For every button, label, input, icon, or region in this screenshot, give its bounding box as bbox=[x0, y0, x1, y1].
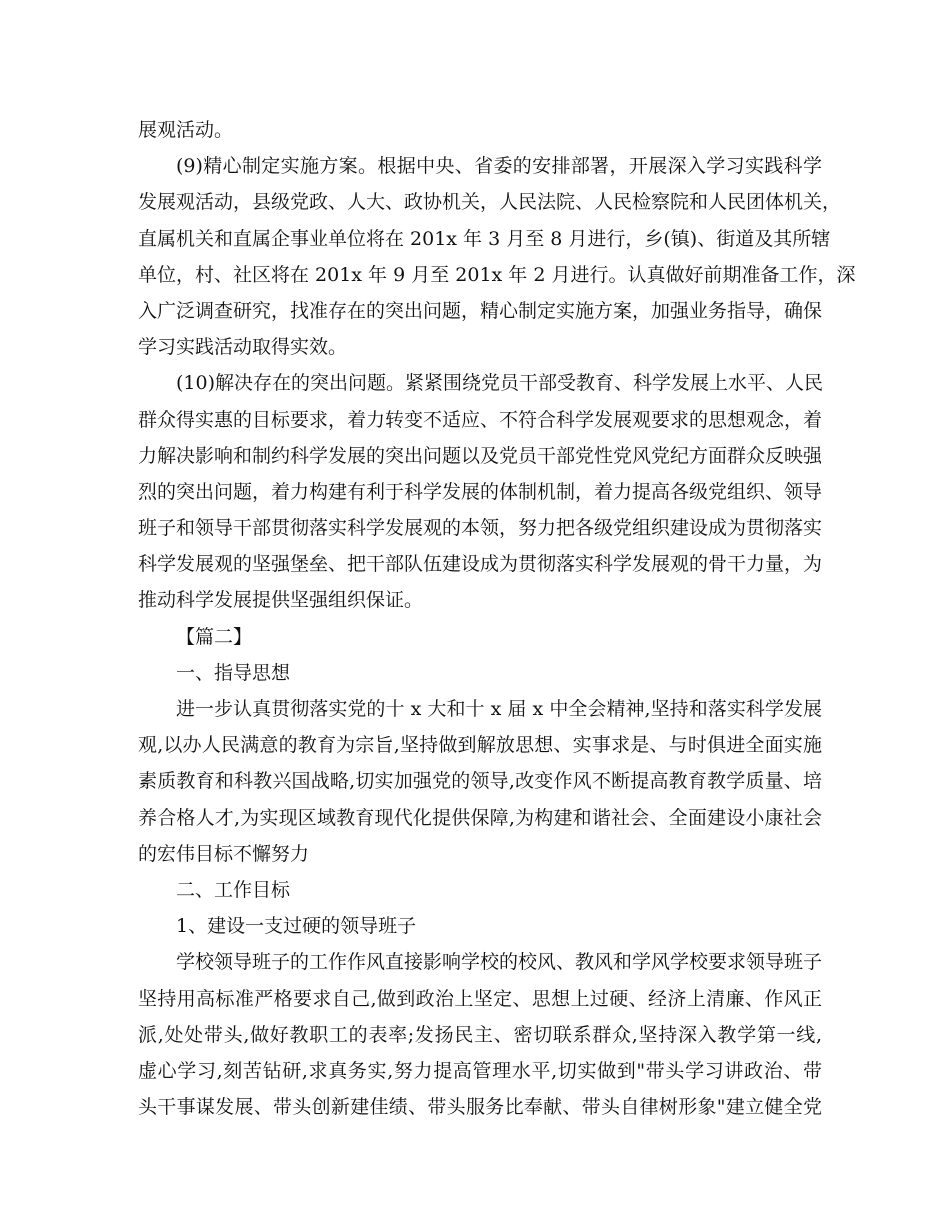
text-line: 坚持用高标准严格要求自己,做到政治上坚定、思想上过硬、经济上清廉、作风正 bbox=[138, 987, 822, 1010]
text-line: 学习实践活动取得实效。 bbox=[138, 336, 348, 359]
text-line: 学校领导班子的工作作风直接影响学校的校风、教风和学风学校要求领导班子 bbox=[176, 951, 823, 974]
text-line: 力解决影响和制约科学发展的突出问题以及党员干部党性党风党纪方面群众反映强 bbox=[138, 444, 823, 467]
text-line: 派,处处带头,做好教职工的表率;发扬民主、密切联系群众,坚持深入教学第一线, bbox=[138, 1023, 822, 1046]
text-line: 虚心学习,刻苦钻研,求真务实,努力提高管理水平,切实做到"带头学习讲政治、带 bbox=[138, 1059, 822, 1082]
text-line: 1、建设一支过硬的领导班子 bbox=[176, 915, 417, 938]
text-line: 科学发展观的坚强堡垒、把干部队伍建设成为贯彻落实科学发展观的骨干力量，为 bbox=[138, 553, 823, 576]
text-line: 入广泛调查研究，找准存在的突出问题，精心制定实施方案，加强业务指导，确保 bbox=[138, 299, 823, 322]
text-line: 展观活动。 bbox=[138, 119, 234, 141]
text-line: 二、工作目标 bbox=[176, 878, 291, 901]
text-line: 烈的突出问题，着力构建有利于科学发展的体制机制，着力提高各级党组织、领导 bbox=[138, 480, 823, 503]
document-body bbox=[138, 112, 856, 1125]
text-line: 素质教育和科教兴国战略,切实加强党的领导,改变作风不断提高教育教学质量、培 bbox=[138, 770, 822, 793]
text-line: (9)精心制定实施方案。根据中央、省委的安排部署，开展深入学习实践科学 bbox=[176, 155, 822, 178]
text-line: 直属机关和直属企事业单位将在 201x 年 3 月至 8 月进行，乡(镇)、街道及其所辖 bbox=[138, 227, 831, 250]
text-line: 发展观活动，县级党政、人大、政协机关，人民法院、人民检察院和人民团体机关， bbox=[138, 191, 842, 214]
text-line: 观,以办人民满意的教育为宗旨,坚持做到解放思想、实事求是、与时俱进全面实施 bbox=[138, 734, 822, 757]
text-line: 班子和领导干部贯彻落实科学发展观的本领，努力把各级党组织建设成为贯彻落实 bbox=[138, 517, 823, 540]
text-line: (10)解决存在的突出问题。紧紧围绕党员干部受教育、科学发展上水平、人民 bbox=[176, 372, 824, 395]
text-line: 推动科学发展提供坚强组织保证。 bbox=[138, 589, 424, 612]
text-line: 一、指导思想 bbox=[176, 661, 291, 684]
text-line: 群众得实惠的目标要求，着力转变不适应、不符合科学发展观要求的思想观念，着 bbox=[138, 408, 823, 431]
text-line: 头干事谋发展、带头创新建佳绩、带头服务比奉献、带头自律树形象"建立健全党 bbox=[138, 1096, 822, 1119]
text-line: 养合格人才,为实现区域教育现代化提供保障,为构建和谐社会、全面建设小康社会 bbox=[138, 806, 822, 829]
text-line: 单位，村、社区将在 201x 年 9 月至 201x 年 2 月进行。认真做好前期准备工作，深 bbox=[138, 263, 856, 286]
text-line: 的宏伟目标不懈努力 bbox=[138, 842, 310, 865]
text-line: 【篇二】 bbox=[176, 625, 253, 648]
text-line: 进一步认真贯彻落实党的十 x 大和十 x 届 x 中全会精神,坚持和落实科学发展 bbox=[176, 698, 822, 720]
